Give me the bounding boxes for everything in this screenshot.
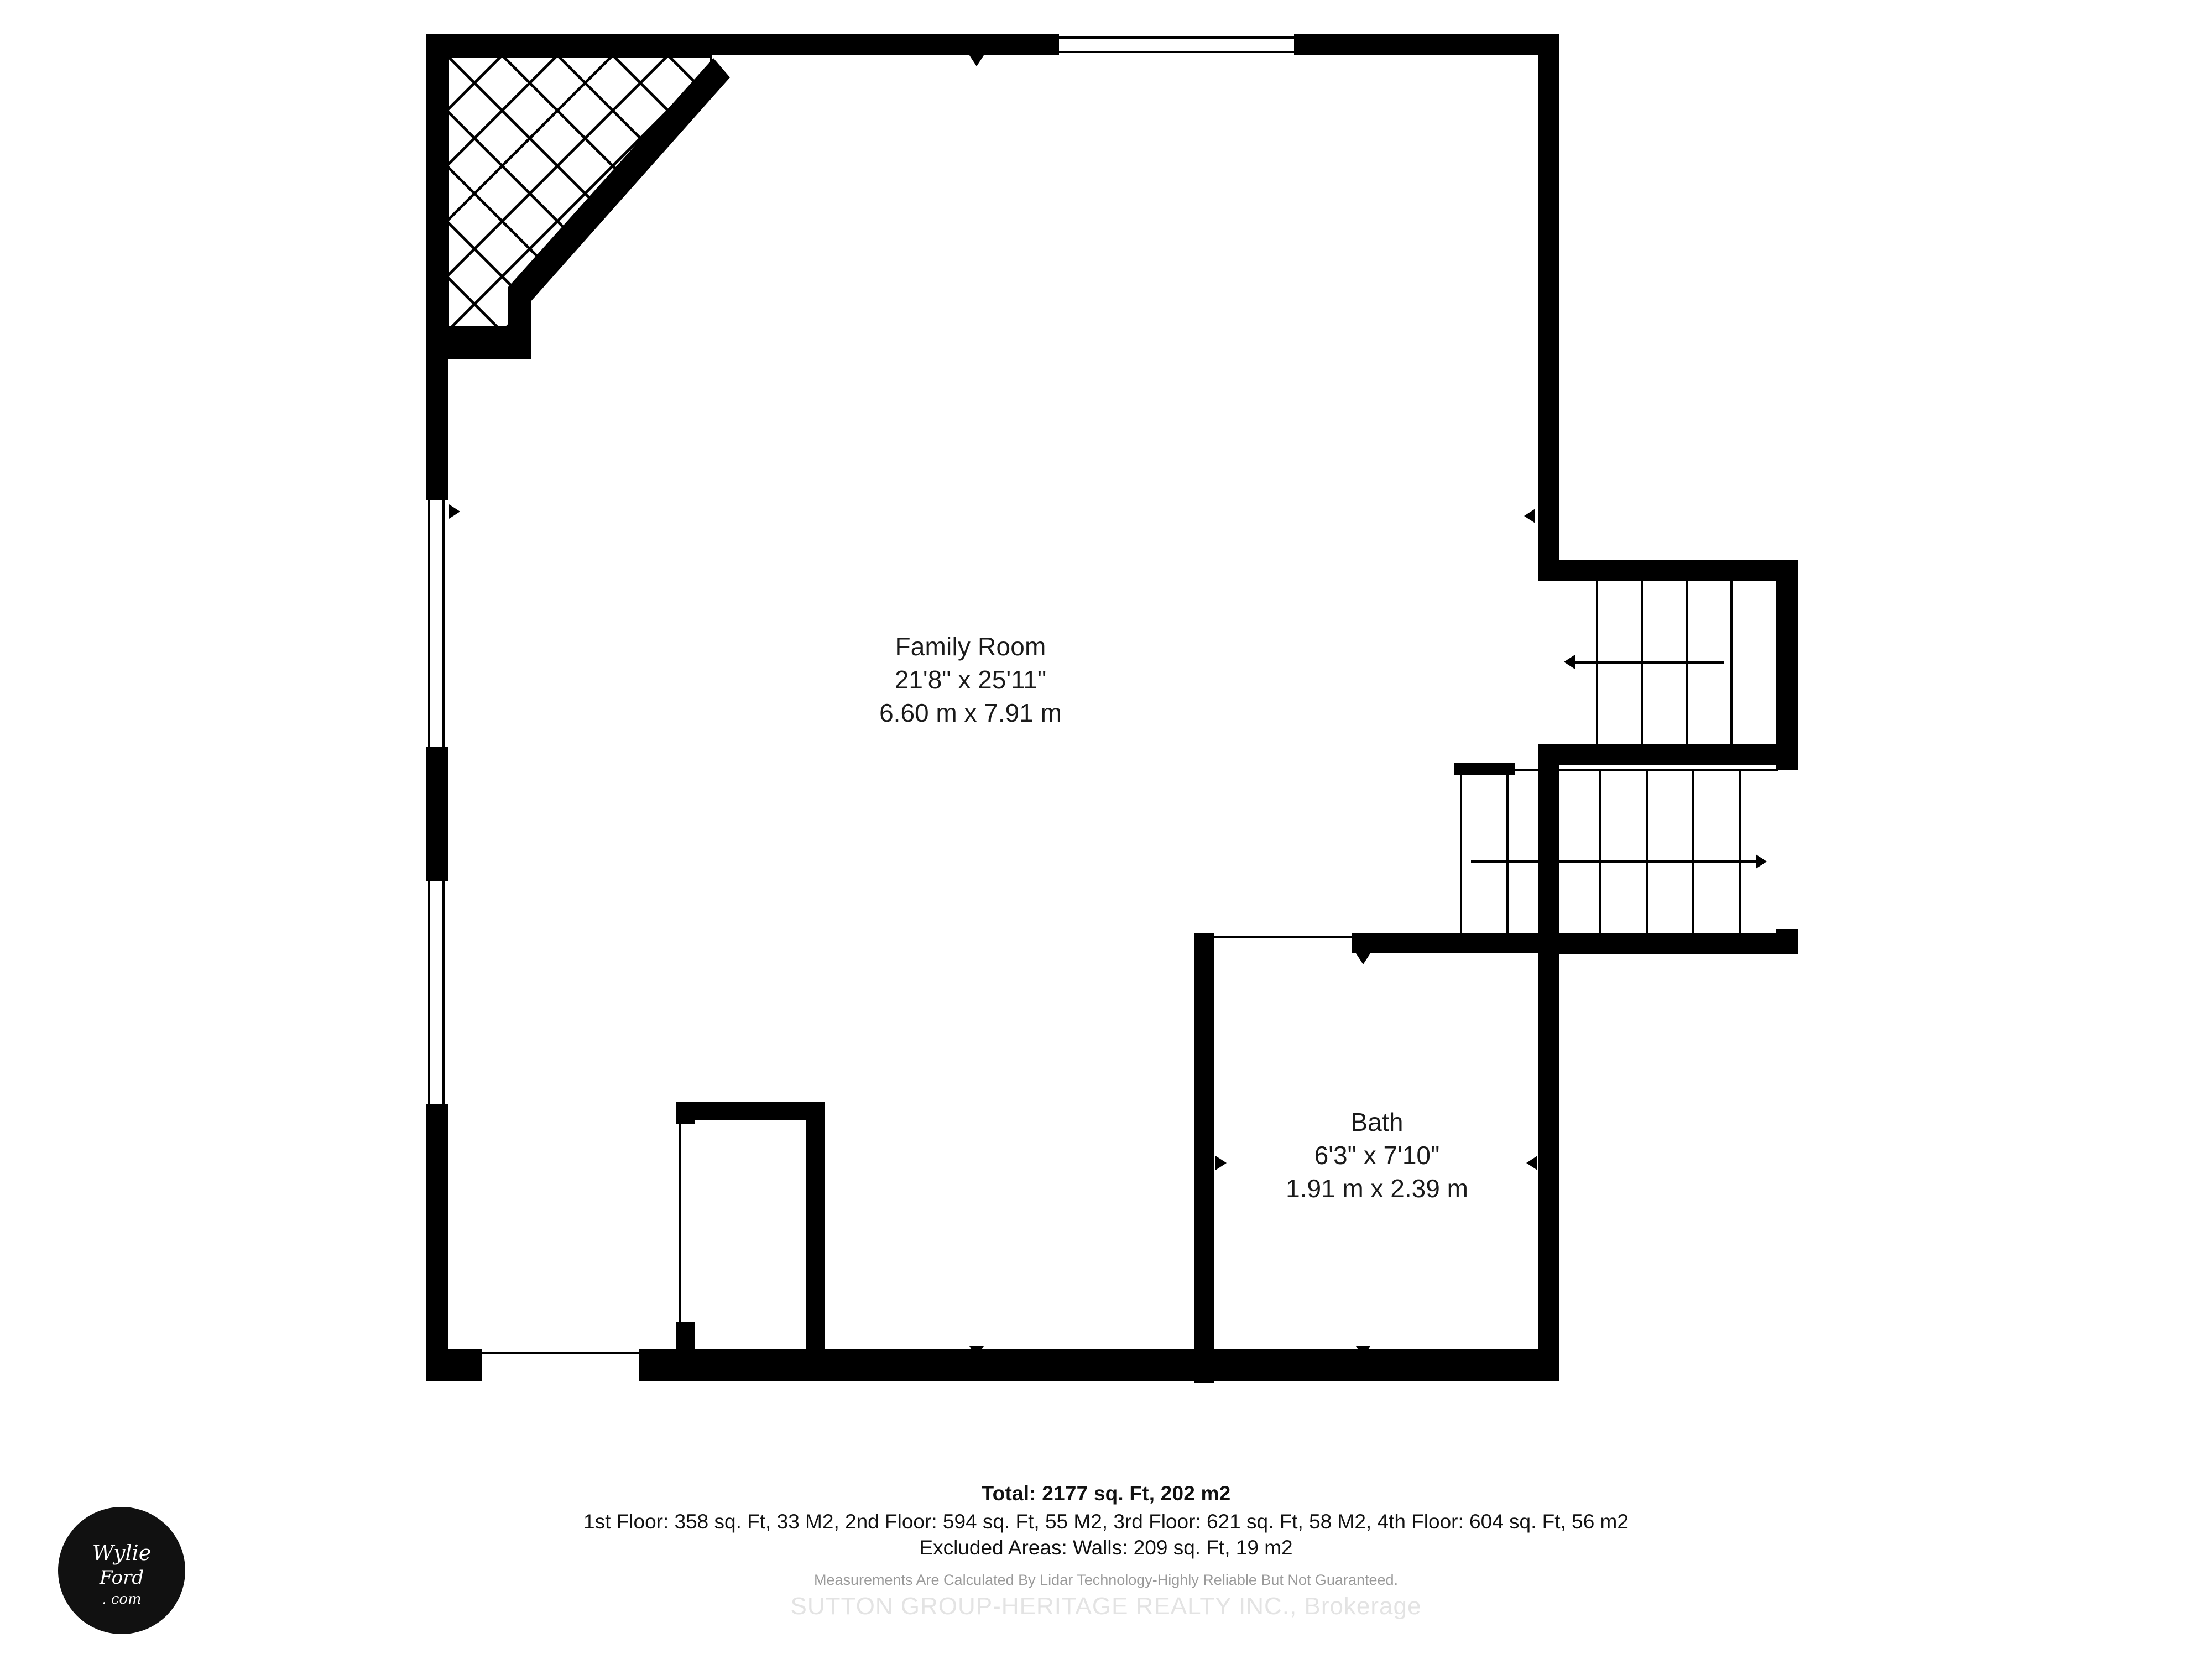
wall-bottom (639, 1349, 1551, 1381)
opening-marker-bottom-center (969, 1346, 984, 1357)
room-name-family-room: Family Room (895, 632, 1046, 661)
opening-marker-bath-bottom (1356, 1346, 1370, 1357)
window-top-frame-outer (1059, 36, 1294, 39)
fireplace-angled-wall (442, 53, 741, 373)
floor-breakdown-text: 1st Floor: 358 sq. Ft, 33 M2, 2nd Floor: 594 sq. Ft, 55 M2, 3rd Floor: 621 sq. Ft, 58 M2, 4th Floor: 604 sq. Ft, 56 m2 (583, 1510, 1629, 1533)
wall-closet-left-bottom (676, 1322, 695, 1356)
opening-bottom-left-line (482, 1352, 640, 1354)
wall-left-mid (426, 748, 448, 880)
opening-marker-bath-top (1356, 953, 1370, 964)
floor-area-summary (0, 1482, 2212, 1589)
room-dim-imperial-family-room: 21'8" x 25'11" (894, 665, 1047, 694)
logo-line-2: Ford (99, 1567, 144, 1589)
wall-bottom-left-corner (426, 1349, 484, 1381)
stair-direction-arrow-down (1756, 854, 1767, 869)
window-left-2-frame-a (428, 879, 430, 1106)
wall-stair-alcove-bottom (1538, 744, 1798, 765)
wall-closet-right (806, 1102, 825, 1356)
total-area-text: Total: 2177 sq. Ft, 202 m2 (981, 1482, 1231, 1505)
window-left-1-frame-b (442, 498, 445, 749)
opening-marker-left-1 (449, 504, 460, 519)
closet-opening-line (679, 1124, 681, 1322)
window-left-2-cap-top (426, 877, 448, 881)
wall-right-upper (1538, 34, 1559, 579)
stairs-up-icon (1559, 581, 1776, 744)
opening-bottom-left (482, 1349, 640, 1381)
stair-landing-cap-2 (1454, 772, 1515, 775)
wall-closet-left-top (676, 1102, 695, 1124)
wylie-ford-logo (58, 1507, 185, 1634)
wall-stair-alcove-right (1776, 560, 1798, 764)
wall-right-jog-top (1538, 560, 1798, 581)
wall-closet-top (676, 1102, 825, 1120)
excluded-areas-text: Excluded Areas: Walls: 209 sq. Ft, 19 m2 (919, 1536, 1293, 1559)
logo-line-1: Wylie (92, 1541, 152, 1565)
wall-lower-stair-bottom (1538, 933, 1798, 954)
window-left-1-cap-top (426, 495, 448, 500)
stairs-down-icon (1460, 769, 1778, 933)
logo-line-3: . com (102, 1591, 142, 1608)
brokerage-watermark: SUTTON GROUP-HERITAGE REALTY INC., Brokerage (790, 1593, 1422, 1620)
window-left-1-frame-a (428, 498, 430, 749)
room-label-bath (1089, 1106, 1665, 1205)
room-label-family-room (625, 630, 1316, 729)
stair-well-right-edge-2 (1776, 929, 1798, 935)
stair-well-right-edge (1776, 765, 1798, 770)
window-left-2-frame-b (442, 879, 445, 1106)
disclaimer-text: Measurements Are Calculated By Lidar Technology-Highly Reliable But Not Guaranteed. (813, 1572, 1399, 1588)
room-dim-imperial-bath: 6'3" x 7'10" (1314, 1140, 1440, 1170)
room-name-bath: Bath (1350, 1108, 1404, 1136)
wall-left-lower (426, 1105, 448, 1381)
room-dim-metric-family-room: 6.60 m x 7.91 m (879, 698, 1062, 727)
opening-marker-right-1 (1524, 509, 1535, 523)
room-dim-metric-bath: 1.91 m x 2.39 m (1286, 1173, 1468, 1203)
stair-landing-cap (1454, 763, 1515, 772)
opening-marker-top (969, 55, 984, 66)
window-top-frame-inner (1059, 51, 1294, 53)
stair-direction-arrow-up (1564, 655, 1575, 669)
bath-doorway-line (1214, 936, 1352, 938)
